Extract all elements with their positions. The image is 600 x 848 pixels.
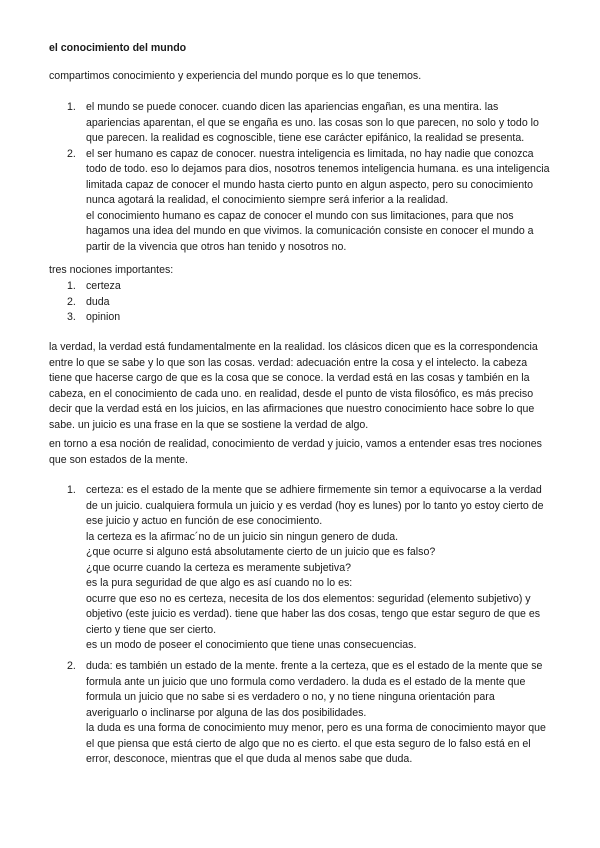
paragraph-line: decir que la verdad está en los juicios, en las afirmaciones que nuestro conocimiento hace sobre lo que [49,403,535,415]
list-line: formula ante un juicio que uno formula como verdadero. la duda es el estado de la mente que [86,675,526,688]
numbered-list-duda [49,659,579,768]
list-line: de un juicio. cualquiera formula un juicio y es verdad (hoy es lunes) por lo tanto yo estoy cierto de [86,499,544,512]
list-line: nunca agotará la realidad, el conocimiento siempre será inferior a la realidad. [86,194,449,206]
list-line: certeza: es el estado de la mente que se adhiere firmemente sin temor a equivocarse a la verdad [86,484,542,496]
list-line: hagamos una idea del mundo en que vivimos. la comunicación consiste en conocer el mundo a [86,225,534,237]
numbered-list-certeza [49,483,579,654]
list-line: el mundo se puede conocer. cuando dicen las apariencias engañan, es una mentira. las [86,101,499,113]
list-item [49,310,349,326]
list-line: la duda es una forma de conocimiento muy menor, pero es una forma de conocimiento mayor que [86,722,546,734]
list-line: apariencias aparentan, el que se engaña es uno. las cosas son lo que parecen, no solo y todo lo [86,116,539,129]
nociones-heading: tres nociones importantes: [49,264,174,276]
list-line: que parecen. la realidad es cognoscible, tiene ese carácter epifánico, la realidad se presenta. [86,132,525,144]
list-number: 3. [67,311,76,323]
list-line: todo de todo. eso lo dejamos para dios, nosotros tenemos inteligencia humana. es una inteligencia [86,163,550,175]
list-line: formula un juicio que no sabe si es verdadero o no, y no tiene ninguna orientación para [86,691,495,703]
paragraph-line: la verdad, la verdad está fundamentalmente en la realidad. los clásicos dicen que es la correspondencia [49,341,538,353]
list-line: es un modo de poseer el conocimiento que tiene unas consecuencias. [86,639,417,651]
list-line: partir de la vivencia que otros han tenido y nosotros no. [86,240,347,253]
list-line: duda: es también un estado de la mente. frente a la certeza, que es el estado de la mente que se [86,660,543,672]
list-line: ese juicio y actuo en función de ese conocimiento. [86,515,323,527]
list-line: averiguarlo o inclinarse por alguna de las dos posibilidades. [86,706,367,719]
list-line: opinion [86,311,121,323]
list-number: 1. [67,280,76,292]
list-number: 2. [67,660,76,672]
list-item [49,147,564,256]
list-item [49,100,564,147]
list-line: ¿que ocurre cuando la certeza es meramente subjetiva? [86,561,351,574]
list-item [49,659,579,768]
list-line: objetivo (este juicio es verdad). tiene que haber las dos cosas, tengo que estar seguro de que es [86,608,541,620]
list-line: ¿que ocurre si alguno está absolutamente cierto de un juicio que es falso? [86,546,436,558]
list-line: el que piensa que está cierto de algo que no es cierto. el que esta seguro de lo falso está en el [86,737,531,750]
intro-paragraph: compartimos conocimiento y experiencia del mundo porque es lo que tenemos. [49,70,422,82]
list-item [49,483,579,654]
document-title: el conocimiento del mundo [49,42,187,54]
list-line: el ser humano es capaz de conocer. nuestra inteligencia es limitada, no hay nadie que conozca [86,147,534,160]
list-line: ocurre que eso no es certeza, necesita de los dos elementos: seguridad (elemento subjetivo) y [86,592,531,605]
list-line: limitada capaz de conocer el mundo hasta cierto punto en algun aspecto, pero su conocimiento [86,178,533,191]
list-number: 2. [67,147,76,160]
list-line: certeza [86,280,121,292]
list-line: cierto y tiene que ser cierto. [86,623,217,636]
list-number: 1. [67,484,76,496]
numbered-list-nociones [49,279,349,326]
list-line: el conocimiento humano es capaz de conocer el mundo con sus limitaciones, para que nos [86,209,514,222]
numbered-list-premises [49,100,564,255]
paragraph-line: cabeza, en el conocimiento de cada uno. en realidad, desde el punto de vista filosófico, es más preciso [49,387,534,400]
list-number: 1. [67,101,76,113]
nociones-paragraph [49,437,564,468]
verdad-paragraph [49,340,564,433]
list-line: error, desconoce, mientras que el que duda al menos sabe que duda. [86,753,413,765]
list-line: duda [86,295,110,308]
list-line: es la pura seguridad de que algo es así cuando no lo es: [86,577,353,589]
paragraph-line: en torno a esa noción de realidad, conocimiento de verdad y juicio, vamos a entender esas tres nociones [49,438,542,450]
list-line: la certeza es la afirmac´no de un juicio sin ningun genero de duda. [86,530,399,543]
paragraph-line: que son estados de la mente. [49,453,188,466]
paragraph-line: sabe. un juicio es una frase en la que se sostiene la verdad de algo. [49,418,369,431]
list-item [49,279,349,295]
paragraph-line: entre lo que se sabe y lo que son las cosas. verdad: adecuación entre la cosa y el intelecto. la cabeza [49,356,528,369]
paragraph-line: tiene que hacerse cargo de que es la cosa que se conoce. la verdad está en las cosas y también en la [49,372,530,384]
list-item [49,295,349,311]
list-number: 2. [67,295,76,308]
